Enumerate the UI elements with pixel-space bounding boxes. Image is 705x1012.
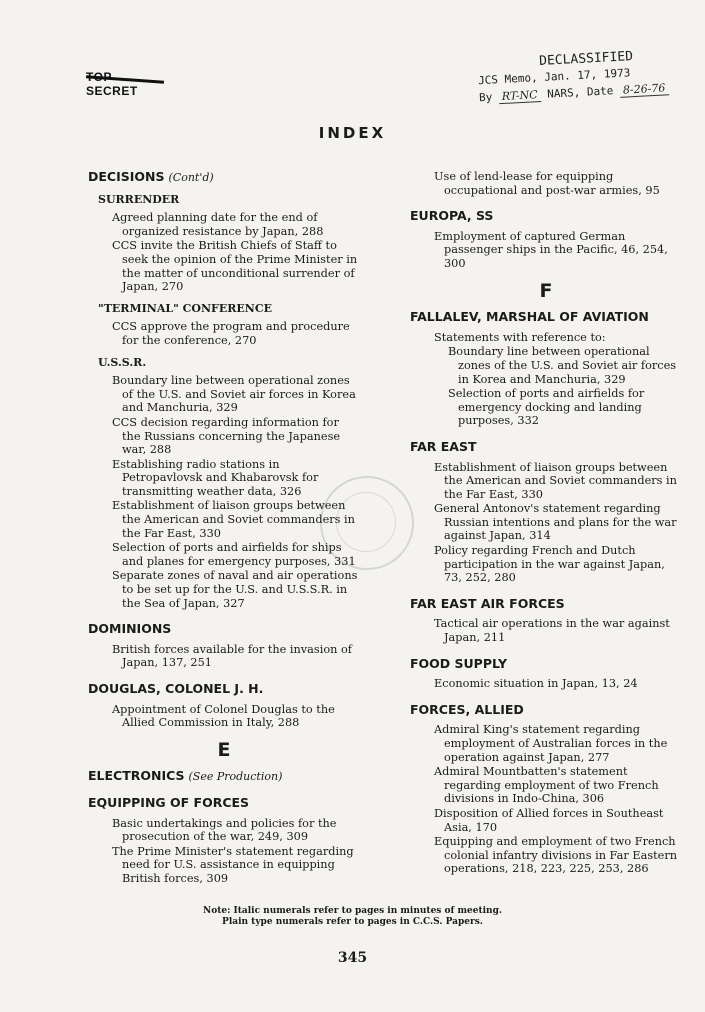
dominions-heading: DOMINIONS xyxy=(88,621,172,637)
by-initials: RT-NC xyxy=(499,88,541,104)
index-entry: Employment of captured German passenger ships in the Pacific, 46, 254, 300 xyxy=(434,229,668,270)
index-entry: CCS decision regarding information for the Russians concerning the Japanese war, 288 xyxy=(112,415,341,457)
index-entry: Tactical air operations in the war against Japan, 211 xyxy=(434,617,670,645)
fallalev-intro: Statements with reference to: xyxy=(434,330,606,344)
food-heading: FOOD SUPPLY xyxy=(410,655,508,671)
index-entry: CCS approve the program and procedure for the conference, 270 xyxy=(112,320,350,347)
index-entry: Admiral Mountbatten's statement regarding employment of two French divisions in Indo-China, 306 xyxy=(434,765,659,806)
decisions-heading-text: DECISIONS xyxy=(88,169,165,184)
index-entry: Separate zones of naval and air operations to be set up for the U.S. and U.S.S.R. in the Sea of Japan, 327 xyxy=(112,569,358,610)
electronics-note: (See Production) xyxy=(188,770,283,784)
index-entry: Equipping and employment of two French colonial infantry divisions in Far Eastern operations, 218, 223, 225, 253, 286 xyxy=(434,835,678,876)
declassified-memo: JCS Memo, Jan. 17, 1973 xyxy=(477,66,631,88)
top-secret-text: SECRET xyxy=(86,84,138,98)
index-entry: British forces available for the invasion of Japan, 137, 251 xyxy=(112,642,352,670)
section-letter-f: F xyxy=(539,279,553,302)
index-entry: Policy regarding French and Dutch participation in the war against Japan, 73, 252, 280 xyxy=(434,544,665,585)
index-entry: Agreed planning date for the end of organized resistance by Japan, 288 xyxy=(112,211,324,238)
section-letter-e: E xyxy=(217,738,231,761)
index-entry: The Prime Minister's statement regarding need for U.S. assistance in equipping British forces, 309 xyxy=(112,844,354,885)
index-entry: Establishment of liaison groups between the American and Soviet commanders in the Far East, 330 xyxy=(434,460,677,501)
index-entry: Boundary line between operational zones of the U.S. and Soviet air forces in Korea and Manchuria, 329 xyxy=(448,345,677,386)
index-entry: Economic situation in Japan, 13, 24 xyxy=(434,677,638,691)
far-east-heading: FAR EAST xyxy=(410,438,477,454)
index-entry: Disposition of Allied forces in Southeast Asia, 170 xyxy=(434,806,664,834)
right-column xyxy=(410,170,682,877)
top-secret-stamp xyxy=(86,70,166,98)
index-entry: General Antonov's statement regarding Russian intentions and plans for the war against Japan, 314 xyxy=(434,502,677,543)
far-east-air-heading: FAR EAST AIR FORCES xyxy=(410,595,565,611)
nars-label: NARS, Date xyxy=(546,84,614,101)
electronics-heading xyxy=(88,769,360,784)
left-column xyxy=(88,170,360,887)
index-entry: Basic undertakings and policies for the prosecution of the war, 249, 309 xyxy=(112,816,337,844)
by-prefix: By xyxy=(478,90,493,105)
index-entry: Boundary line between operational zones of the U.S. and Soviet air forces in Korea and Manchuria, 329 xyxy=(112,374,356,415)
footnote xyxy=(0,906,705,928)
footnote-line-1: Note: Italic numerals refer to pages in minutes of meeting. xyxy=(202,906,503,916)
index-entry: Appointment of Colonel Douglas to the Allied Commission in Italy, 288 xyxy=(112,702,335,730)
index-entry: Establishment of liaison groups between the American and Soviet commanders in the Far East, 330 xyxy=(112,499,355,540)
fallalev-heading: FALLALEV, MARSHAL OF AVIATION xyxy=(410,309,649,325)
decisions-note: (Cont'd) xyxy=(168,171,214,184)
declassification-stamp xyxy=(477,47,679,104)
index-entry: Admiral King's statement regarding employment of Australian forces in the operation against Japan, 277 xyxy=(434,723,668,764)
decisions-heading xyxy=(88,170,360,185)
douglas-heading: DOUGLAS, COLONEL J. H. xyxy=(88,681,264,696)
page-number: 345 xyxy=(337,950,368,966)
index-entry: Establishing radio stations in Petropavlovsk and Khabarovsk for transmitting weather data, 326 xyxy=(112,457,319,498)
index-entry: Use of lend-lease for equipping occupational and post-war armies, 95 xyxy=(434,170,660,197)
index-entry: Selection of ports and airfields for ships and planes for emergency purposes, 331 xyxy=(112,541,356,568)
index-entry: CCS invite the British Chiefs of Staff to seek the opinion of the Prime Minister in the matter of unconditional surrender of Japan, 270 xyxy=(112,239,358,294)
declassified-date: 8-26-76 xyxy=(620,81,669,98)
forces-heading: FORCES, ALLIED xyxy=(410,701,524,717)
equipping-heading: EQUIPPING OF FORCES xyxy=(88,794,250,810)
declassified-title: DECLASSIFIED xyxy=(538,49,634,70)
page-title: INDEX xyxy=(318,124,387,142)
electronics-heading-text: ELECTRONICS xyxy=(88,768,185,784)
ussr-subheading: U.S.S.R. xyxy=(98,355,147,369)
index-entry: Selection of ports and airfields for emergency docking and landing purposes, 332 xyxy=(448,387,645,428)
surrender-subheading: SURRENDER xyxy=(98,192,180,206)
europa-heading: EUROPA, SS xyxy=(410,208,494,224)
footnote-line-2: Plain type numerals refer to pages in C.C.S. Papers. xyxy=(222,917,483,927)
terminal-subheading: "TERMINAL" CONFERENCE xyxy=(98,301,272,315)
